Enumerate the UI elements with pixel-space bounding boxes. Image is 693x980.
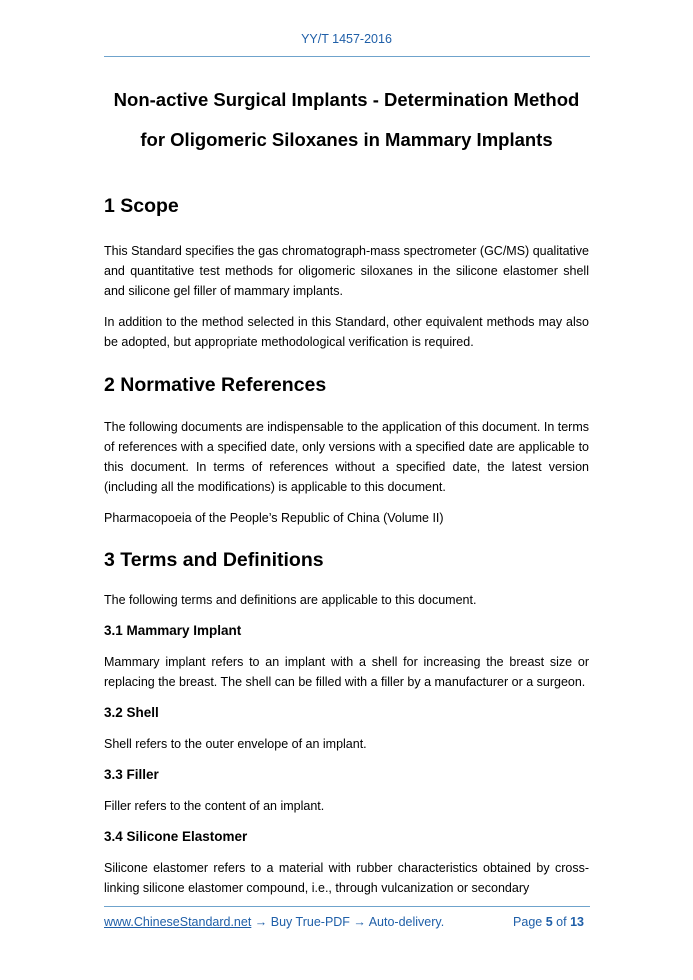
term-text-filler: Filler refers to the content of an implant. bbox=[104, 799, 325, 813]
document-title-line2: for Oligomeric Siloxanes in Mammary Implants bbox=[140, 129, 553, 150]
terms-intro: The following terms and definitions are applicable to this document. bbox=[104, 593, 477, 607]
section-heading-normative-references: 2 Normative References bbox=[104, 374, 327, 396]
scope-paragraph-2: In addition to the method selected in this Standard, other equivalent methods may also be adopted, but appropriate methodological verification is required. bbox=[104, 315, 589, 349]
page-label: Page bbox=[513, 915, 543, 929]
normative-paragraph-2: Pharmacopoeia of the People’s Republic of China (Volume II) bbox=[104, 511, 444, 525]
footer-promo-text: → Buy True-PDF → Auto-delivery. bbox=[251, 915, 445, 929]
normative-paragraph-1: The following documents are indispensable to the application of this document. In terms of references with a specified date, only versions with a specified date are applicable to this document. In terms of references without a specified date, the latest version (including all the modifications) is applicable to this document. bbox=[104, 420, 589, 494]
total-pages: 13 bbox=[570, 915, 584, 929]
of-label: of bbox=[556, 915, 567, 929]
document-body bbox=[104, 80, 589, 898]
footer-divider bbox=[104, 906, 590, 907]
header-divider bbox=[104, 56, 590, 57]
term-heading-mammary-implant: 3.1 Mammary Implant bbox=[104, 623, 242, 638]
page-number bbox=[513, 915, 584, 929]
running-header: YY/T 1457-2016 bbox=[301, 32, 392, 46]
term-text-shell: Shell refers to the outer envelope of an implant. bbox=[104, 737, 367, 751]
document-title-line1: Non-active Surgical Implants - Determination Method bbox=[113, 89, 580, 110]
term-heading-shell: 3.2 Shell bbox=[104, 705, 159, 720]
term-heading-filler: 3.3 Filler bbox=[104, 767, 159, 782]
footer-website-link[interactable]: www.ChineseStandard.net bbox=[104, 915, 252, 929]
term-text-silicone-elastomer: Silicone elastomer refers to a material with rubber characteristics obtained by cross-linking silicone elastomer compound, i.e., through vulcanization or secondary bbox=[104, 861, 589, 895]
scope-paragraph-1: This Standard specifies the gas chromatograph-mass spectrometer (GC/MS) qualitative and quantitative test methods for oligomeric siloxanes in the silicone elastomer shell and silicone gel filler of mammary implants. bbox=[104, 244, 589, 298]
current-page: 5 bbox=[545, 915, 553, 929]
document-title bbox=[104, 80, 589, 160]
section-heading-scope: 1 Scope bbox=[104, 195, 179, 217]
section-heading-terms-definitions: 3 Terms and Definitions bbox=[104, 549, 324, 571]
footer-promo bbox=[104, 915, 444, 929]
term-heading-silicone-elastomer: 3.4 Silicone Elastomer bbox=[104, 829, 248, 844]
term-text-mammary-implant: Mammary implant refers to an implant with a shell for increasing the breast size or replacing the breast. The shell can be filled with a filler by a manufacturer or a surgeon. bbox=[104, 655, 589, 689]
